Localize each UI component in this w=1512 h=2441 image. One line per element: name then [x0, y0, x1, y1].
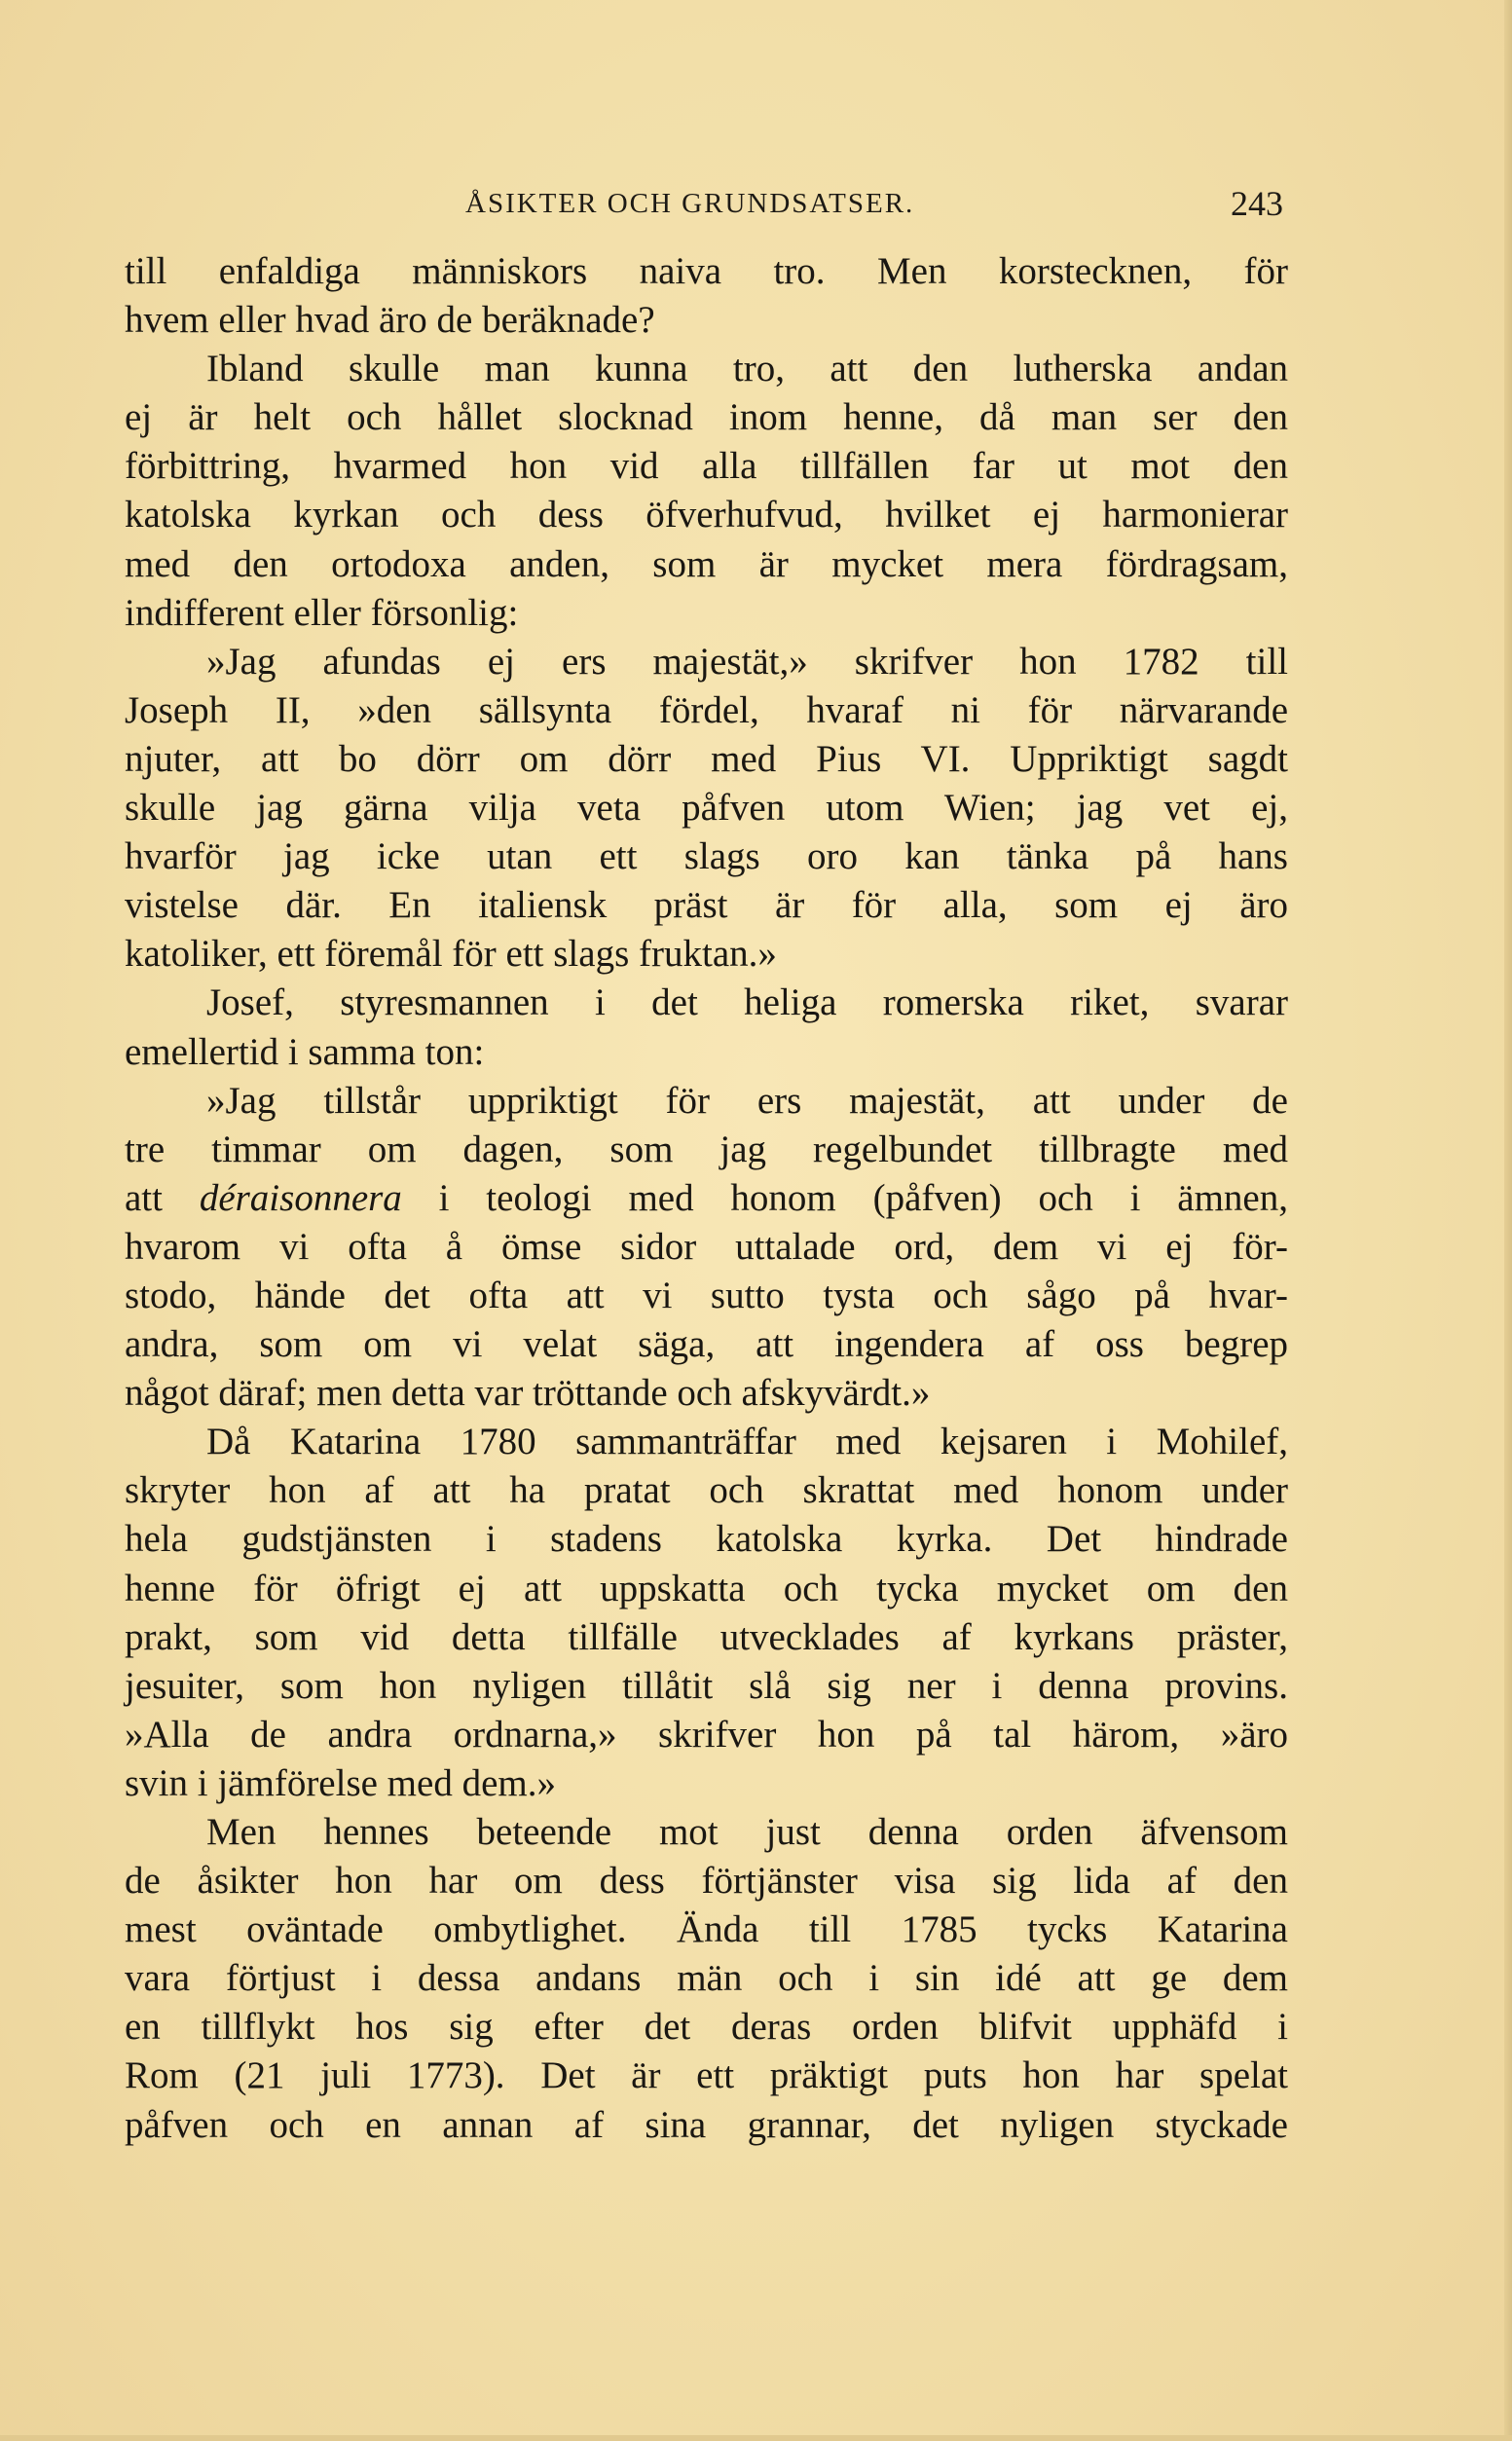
text-line: jesuiter, som hon nyligen tillåtit slå sig ner i denna provins. — [125, 1664, 1288, 1707]
line-start-word: att — [125, 1176, 163, 1219]
text-line: »Jag afundas ej ers majestät,» skrifver hon 1782 till — [206, 640, 1288, 683]
page-number: 243 — [1231, 184, 1283, 223]
text-line: stodo, hände det ofta att vi sutto tysta och sågo på hvar- — [125, 1274, 1288, 1316]
running-title: ÅSIKTER OCH GRUNDSATSER. — [465, 188, 915, 219]
text-line: till enfaldiga människors naiva tro. Men korstecknen, för — [125, 250, 1288, 292]
text-line: Ibland skulle man kunna tro, att den lutherska andan — [206, 348, 1288, 390]
text-line: hvem eller hvad äro de beräknade? — [125, 299, 655, 342]
text-line: henne för öfrigt ej att uppskatta och tycka mycket om den — [125, 1567, 1288, 1609]
text-line: indifferent eller försonlig: — [125, 591, 519, 634]
text-line: med den ortodoxa anden, som är mycket mera fördragsam, — [125, 542, 1288, 585]
italic-word: déraisonnera — [199, 1176, 402, 1219]
text-line: andra, som om vi velat säga, att ingendera af oss begrep — [125, 1323, 1288, 1366]
text-line: hvarom vi ofta å ömse sidor uttalade ord, dem vi ej för- — [125, 1225, 1288, 1268]
text-line: njuter, att bo dörr om dörr med Pius VI. Uppriktigt sagdt — [125, 737, 1288, 780]
text-line: prakt, som vid detta tillfälle utvecklades af kyrkans präster, — [125, 1615, 1288, 1658]
text-line: hela gudstjänsten i stadens katolska kyrka. Det hindrade — [125, 1518, 1288, 1561]
text-line: mest oväntade ombytlighet. Ända till 1785 tycks Katarina — [125, 1908, 1288, 1951]
page-edge-right — [1504, 0, 1512, 2441]
line-remainder: i teologi med honom (påfven) och i ämnen, — [438, 1176, 1288, 1219]
text-line: en tillflykt hos sig efter det deras orden blifvit upphäfd i — [125, 2006, 1288, 2049]
text-line: tre timmar om dagen, som jag regelbundet tillbragte med — [125, 1128, 1288, 1170]
text-line: påfven och en annan af sina grannar, det nyligen styckade — [125, 2103, 1288, 2146]
text-line: svin i jämförelse med dem.» — [125, 1761, 556, 1804]
text-line: vara förtjust i dessa andans män och i sin idé att ge dem — [125, 1957, 1288, 2000]
text-line: katoliker, ett föremål för ett slags fruktan.» — [125, 933, 777, 976]
page-edge-bottom — [0, 2435, 1512, 2441]
text-line: »Jag tillstår uppriktigt för ers majestät, att under de — [206, 1079, 1288, 1122]
text-line: Rom (21 juli 1773). Det är ett präktigt puts hon har spelat — [125, 2054, 1288, 2097]
text-line: emellertid i samma ton: — [125, 1030, 485, 1073]
text-line: skryter hon af att ha pratat och skrattat med honom under — [125, 1469, 1288, 1512]
text-line: hvarför jag icke utan ett slags oro kan tänka på hans — [125, 835, 1288, 878]
text-line: något däraf; men detta var tröttande och afskyvärdt.» — [125, 1372, 931, 1415]
text-line: Då Katarina 1780 sammanträffar med kejsaren i Mohilef, — [206, 1421, 1288, 1463]
text-line: katolska kyrkan och dess öfverhufvud, hvilket ej harmonierar — [125, 494, 1288, 536]
text-body — [125, 247, 1288, 2150]
text-line-with-italic — [125, 1174, 1288, 1223]
text-line: de åsikter hon har om dess förtjänster visa sig lida af den — [125, 1860, 1288, 1903]
text-line: vistelse där. En italiensk präst är för alla, som ej äro — [125, 884, 1288, 927]
text-line: Josef, styresmannen i det heliga romerska riket, svarar — [206, 981, 1288, 1024]
text-line: ej är helt och hållet slocknad inom henne, då man ser den — [125, 396, 1288, 439]
text-line: »Alla de andra ordnarna,» skrifver hon på tal härom, »äro — [125, 1713, 1288, 1756]
text-line: förbittring, hvarmed hon vid alla tillfällen far ut mot den — [125, 445, 1288, 488]
text-line: Men hennes beteende mot just denna orden äfvensom — [206, 1811, 1288, 1853]
page-header — [134, 178, 1283, 229]
text-line: Joseph II, »den sällsynta fördel, hvaraf ni för närvarande — [125, 688, 1288, 731]
text-line: skulle jag gärna vilja veta påfven utom Wien; jag vet ej, — [125, 787, 1288, 830]
